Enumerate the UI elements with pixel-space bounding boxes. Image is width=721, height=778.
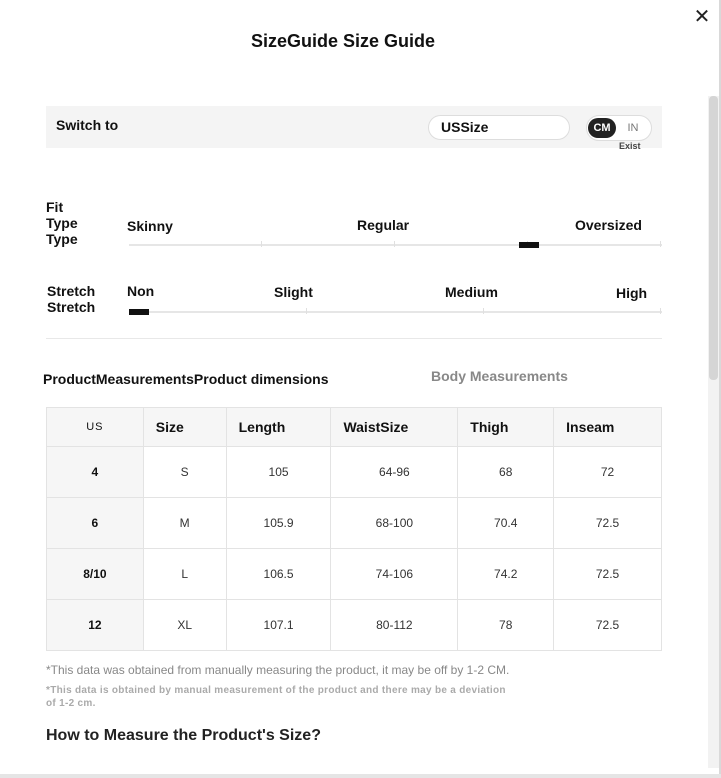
column-header-waist-size: WaistSize [331,408,458,447]
table-cell: 106.5 [226,549,331,600]
column-header-length: Length [226,408,331,447]
column-header-inseam: Inseam [554,408,662,447]
how-to-measure-heading[interactable]: How to Measure the Product's Size? [46,727,321,744]
fit-scale-tick [660,241,661,247]
table-cell-us: 4 [47,447,144,498]
table-cell: 78 [458,600,554,651]
stretch-scale-tick [306,308,307,314]
table-row [47,600,662,651]
table-cell: 72.5 [554,498,662,549]
stretch-scale-marker [129,309,149,315]
modal-title: SizeGuide Size Guide [250,31,436,51]
stretch-option-high: High [616,285,648,301]
column-header-thigh: Thigh [458,408,554,447]
tab-body-measurements[interactable]: Body Measurements [431,368,568,384]
stretch-scale-tick [660,308,661,314]
fit-option-regular: Regular [357,217,410,233]
table-cell: 72.5 [554,549,662,600]
table-cell-us: 6 [47,498,144,549]
table-cell: M [143,498,226,549]
exist-text: Exist [619,141,641,151]
table-cell: 64-96 [331,447,458,498]
unit-toggle[interactable] [586,115,652,141]
unit-switch-bar [46,106,662,151]
fit-scale-tick [261,241,262,247]
table-cell: S [143,447,226,498]
fit-scale-marker [519,242,539,248]
fit-option-oversized: Oversized [575,217,642,233]
table-row [47,447,662,498]
fit-option-skinny: Skinny [127,218,173,234]
tab-product-measurements[interactable]: ProductMeasurementsProduct dimensions [43,371,329,387]
scrollbar-thumb[interactable] [709,96,718,380]
table-cell: 80-112 [331,600,458,651]
table-cell: XL [143,600,226,651]
table-cell: 105 [226,447,331,498]
table-cell: 74.2 [458,549,554,600]
measurement-note-secondary: *This data is obtained by manual measurement of the product and there may be a deviation of 1-2 cm. [46,685,506,709]
section-divider [46,338,662,339]
table-cell: 68-100 [331,498,458,549]
switch-to-label: Switch to [56,117,119,133]
stretch-option-non: Non [127,283,155,299]
table-cell: 70.4 [458,498,554,549]
table-row [47,549,662,600]
column-header-us: US [47,408,144,447]
table-cell: 68 [458,447,554,498]
table-cell: 72 [554,447,662,498]
table-cell-us: 12 [47,600,144,651]
close-icon[interactable]: ✕ [693,4,711,28]
stretch-option-medium: Medium [445,284,498,300]
table-cell: 107.1 [226,600,331,651]
column-header-size: Size [143,408,226,447]
table-header-row [47,408,662,447]
table-cell-us: 8/10 [47,549,144,600]
measurement-note: *This data was obtained from manually measuring the product, it may be off by 1-2 CM. [46,663,510,677]
fit-scale-track [129,244,662,246]
fit-type-label: Fit Type Type [46,199,78,247]
stretch-label: Stretch Stretch [47,283,96,315]
table-cell: 74-106 [331,549,458,600]
stretch-scale-track [129,311,662,313]
table-cell: 72.5 [554,600,662,651]
size-system-select[interactable]: USSize [428,115,570,140]
size-table [46,407,662,651]
stretch-option-slight: Slight [274,284,313,300]
table-row [47,498,662,549]
window-bottom-edge [0,774,721,778]
table-cell: L [143,549,226,600]
unit-cm-option[interactable]: CM [588,118,616,138]
table-cell: 105.9 [226,498,331,549]
stretch-scale-tick [483,308,484,314]
unit-in-option[interactable]: IN [627,122,639,134]
fit-scale-tick [394,241,395,247]
